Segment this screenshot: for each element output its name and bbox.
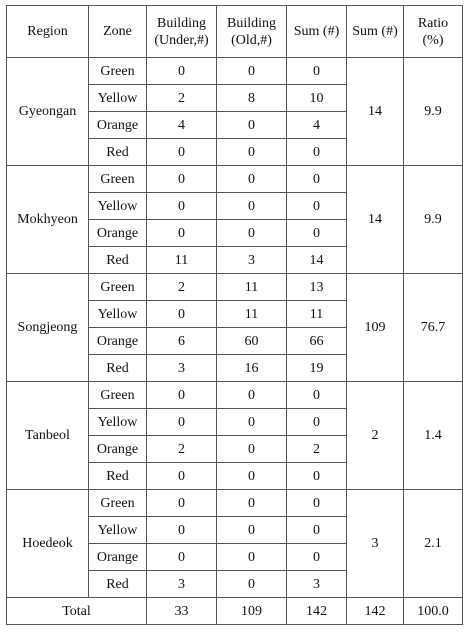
zone-cell: Green [89,490,147,517]
zone-cell: Yellow [89,409,147,436]
building-old-cell: 0 [217,112,287,139]
building-under-cell: 0 [147,58,217,85]
region-ratio-cell: 76.7 [404,274,463,382]
header-building-old [217,6,287,58]
header-zone: Zone [89,6,147,58]
building-under-cell: 0 [147,193,217,220]
table-row [7,58,463,85]
building-old-cell: 0 [217,58,287,85]
header-ratio-line1: Ratio [417,15,449,31]
sum-cell: 0 [287,58,347,85]
sum-cell: 14 [287,247,347,274]
building-old-cell: 0 [217,409,287,436]
zone-cell: Green [89,382,147,409]
building-under-cell: 2 [147,85,217,112]
sum-cell: 0 [287,193,347,220]
zone-cell: Green [89,274,147,301]
total-old: 109 [217,598,287,625]
region-cell: Songjeong [7,274,89,382]
sum-cell: 66 [287,328,347,355]
zone-cell: Orange [89,220,147,247]
region-sum-cell: 3 [347,490,404,598]
building-under-cell: 6 [147,328,217,355]
sum-cell: 0 [287,463,347,490]
sum-cell: 11 [287,301,347,328]
building-under-cell: 0 [147,490,217,517]
region-sum-cell: 14 [347,58,404,166]
header-sum: Sum (#) [287,6,347,58]
table-row [7,274,463,301]
header-row [7,6,463,58]
table-body [7,58,463,598]
building-old-cell: 0 [217,220,287,247]
zone-cell: Red [89,247,147,274]
building-old-cell: 0 [217,544,287,571]
sum-cell: 0 [287,382,347,409]
total-ratio: 100.0 [404,598,463,625]
building-under-cell: 4 [147,112,217,139]
sum-cell: 2 [287,436,347,463]
header-building-old-line2: (Old,#) [231,32,272,48]
zone-cell: Orange [89,436,147,463]
zone-cell: Orange [89,544,147,571]
building-under-cell: 11 [147,247,217,274]
sum-cell: 0 [287,166,347,193]
zone-cell: Orange [89,112,147,139]
zone-cell: Yellow [89,517,147,544]
zone-cell: Green [89,58,147,85]
building-old-cell: 16 [217,355,287,382]
total-row [7,598,463,625]
building-old-cell: 11 [217,274,287,301]
building-under-cell: 3 [147,355,217,382]
sum-cell: 0 [287,139,347,166]
zone-cell: Red [89,571,147,598]
region-cell: Tanbeol [7,382,89,490]
region-cell: Gyeongan [7,58,89,166]
zone-cell: Yellow [89,85,147,112]
building-under-cell: 2 [147,274,217,301]
building-under-cell: 0 [147,301,217,328]
sum-cell: 3 [287,571,347,598]
building-old-cell: 0 [217,436,287,463]
zone-cell: Orange [89,328,147,355]
building-old-cell: 0 [217,517,287,544]
total-sum-total: 142 [347,598,404,625]
building-old-cell: 0 [217,166,287,193]
region-ratio-cell: 2.1 [404,490,463,598]
region-ratio-cell: 1.4 [404,382,463,490]
zone-cell: Red [89,355,147,382]
header-ratio [404,6,463,58]
sum-cell: 0 [287,517,347,544]
building-under-cell: 3 [147,571,217,598]
zone-cell: Red [89,463,147,490]
building-old-cell: 8 [217,85,287,112]
zone-cell: Yellow [89,301,147,328]
building-old-cell: 0 [217,193,287,220]
building-under-cell: 0 [147,166,217,193]
region-sum-cell: 14 [347,166,404,274]
building-old-cell: 3 [217,247,287,274]
header-building-under [147,6,217,58]
building-old-cell: 0 [217,463,287,490]
total-under: 33 [147,598,217,625]
zone-cell: Green [89,166,147,193]
table-container [6,5,462,625]
header-sum-total: Sum (#) [347,6,404,58]
header-building-old-line1: Building [226,15,276,31]
sum-cell: 0 [287,220,347,247]
building-old-cell: 0 [217,139,287,166]
building-old-cell: 11 [217,301,287,328]
sum-cell: 0 [287,544,347,571]
total-sum: 142 [287,598,347,625]
building-under-cell: 0 [147,220,217,247]
table-row [7,382,463,409]
building-under-cell: 0 [147,382,217,409]
building-old-cell: 0 [217,571,287,598]
sum-cell: 19 [287,355,347,382]
building-zone-table [6,5,463,625]
sum-cell: 0 [287,409,347,436]
building-old-cell: 0 [217,382,287,409]
sum-cell: 0 [287,490,347,517]
building-old-cell: 0 [217,490,287,517]
region-sum-cell: 2 [347,382,404,490]
building-under-cell: 0 [147,409,217,436]
table-row [7,490,463,517]
sum-cell: 4 [287,112,347,139]
building-under-cell: 0 [147,517,217,544]
building-under-cell: 2 [147,436,217,463]
building-under-cell: 0 [147,463,217,490]
region-cell: Mokhyeon [7,166,89,274]
sum-cell: 13 [287,274,347,301]
building-under-cell: 0 [147,139,217,166]
table-row [7,166,463,193]
building-under-cell: 0 [147,544,217,571]
zone-cell: Red [89,139,147,166]
header-ratio-line2: (%) [422,32,444,48]
region-sum-cell: 109 [347,274,404,382]
header-region: Region [7,6,89,58]
total-label: Total [7,598,147,625]
region-ratio-cell: 9.9 [404,58,463,166]
header-building-under-line1: Building [156,15,206,31]
sum-cell: 10 [287,85,347,112]
building-old-cell: 60 [217,328,287,355]
zone-cell: Yellow [89,193,147,220]
header-building-under-line2: (Under,#) [154,32,209,48]
region-cell: Hoedeok [7,490,89,598]
region-ratio-cell: 9.9 [404,166,463,274]
